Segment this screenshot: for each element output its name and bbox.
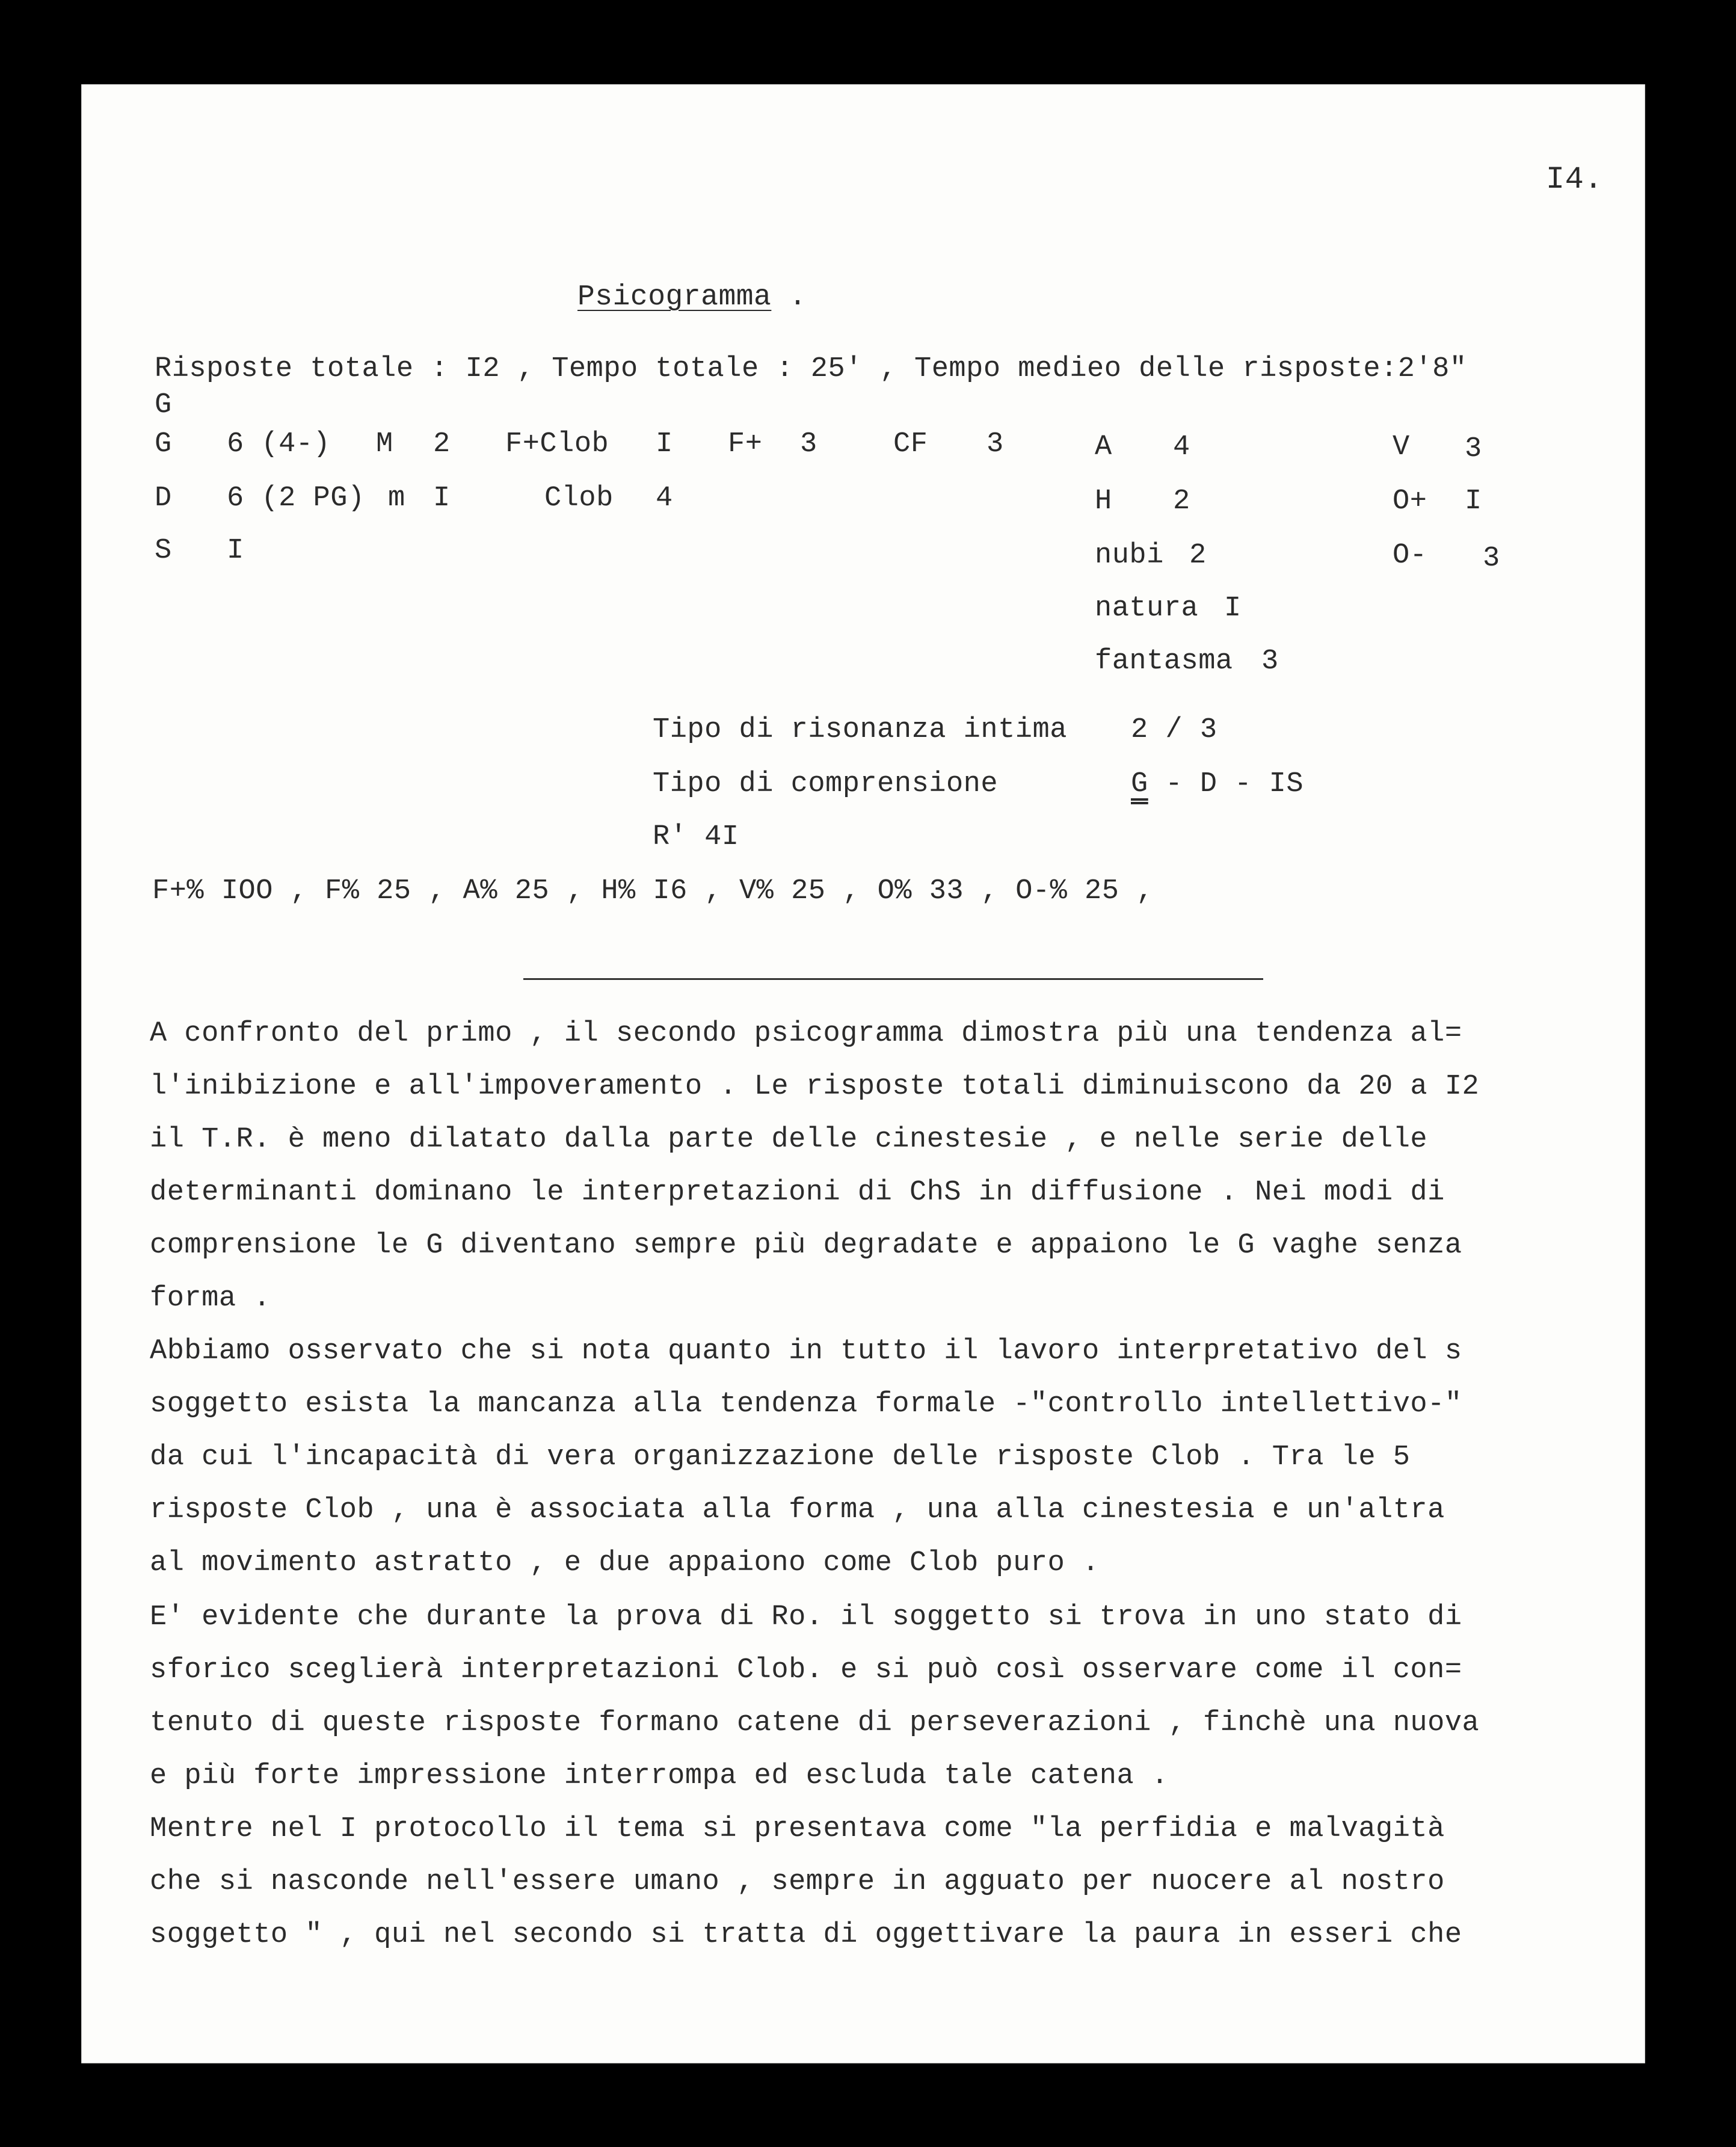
paragraph-line: forma . (150, 1283, 271, 1314)
kin-label: m (388, 482, 405, 514)
paragraph-line: A confronto del primo , il secondo psicogramma dimostra più una tendenza al= (150, 1018, 1462, 1050)
paragraph-line: determinanti dominano le interpretazioni di ChS in diffusione . Nei modi di (150, 1177, 1445, 1209)
section-divider (523, 978, 1263, 980)
paragraph-line: soggetto " , qui nel secondo si tratta di oggettivare la paura in esseri che (150, 1919, 1462, 1951)
content-label: fantasma (1095, 645, 1233, 677)
summary-line: Risposte totale : I2 , Tempo totale : 25' , Tempo medieo delle risposte:2'8" (155, 353, 1467, 385)
r-line: R' 4I (653, 821, 739, 853)
comprensione-value (1131, 770, 1304, 798)
locus-label: S (155, 535, 172, 567)
color-label: F+Clob (505, 428, 609, 460)
content-value: 2 (1189, 540, 1207, 571)
comprensione-g: G (1131, 768, 1148, 800)
paragraph-line: E' evidente che durante la prova di Ro. il soggetto si trova in uno stato di (150, 1601, 1462, 1633)
vo-value: I (1465, 485, 1482, 517)
page-title (577, 283, 807, 312)
locus-label: G (155, 428, 172, 460)
kin-value: 2 (433, 428, 451, 460)
locus-count: 6 (4-) (227, 428, 331, 460)
paragraph-line: comprensione le G diventano sempre più degradate e appaiono le G vaghe senza (150, 1230, 1462, 1261)
paragraph-line: Mentre nel I protocollo il tema si presentava come "la perfidia e malvagità (150, 1813, 1445, 1845)
kin-label: M (376, 428, 393, 460)
vo-value: 3 (1465, 433, 1482, 465)
paragraph-line: Abbiamo osservato che si nota quanto in tutto il lavoro interpretativo del s (150, 1335, 1462, 1367)
color-value: I (656, 428, 673, 460)
color-value: 4 (656, 482, 673, 514)
paragraph-line: sforico sceglierà interpretazioni Clob. e si può così osservare come il con= (150, 1654, 1462, 1686)
content-value: 4 (1173, 431, 1190, 463)
paragraph-line: e più forte impressione interrompa ed escluda tale catena . (150, 1760, 1169, 1792)
paragraph-line: da cui l'incapacità di vera organizzazione delle risposte Clob . Tra le 5 (150, 1441, 1411, 1473)
f-value: 3 (800, 428, 817, 460)
content-label: A (1095, 431, 1112, 463)
paragraph-line: al movimento astratto , e due appaiono come Clob puro . (150, 1547, 1100, 1579)
locus-count: 6 (2 PG) (227, 482, 365, 514)
content-value: I (1224, 593, 1242, 624)
vo-label: O- (1393, 540, 1427, 571)
paragraph-line: che si nasconde nell'essere umano , sempre in agguato per nuocere al nostro (150, 1866, 1445, 1898)
vo-label: V (1393, 431, 1410, 463)
content-value: 3 (1261, 645, 1279, 677)
kin-value: I (433, 482, 451, 514)
stray-letter: G (155, 389, 172, 421)
paragraph-line: risposte Clob , una è associata alla forma , una alla cinestesia e un'altra (150, 1494, 1445, 1526)
risonanza-value: 2 / 3 (1131, 714, 1217, 746)
vo-value: 3 (1483, 543, 1500, 574)
color-label: Clob (544, 482, 614, 514)
comprensione-rest: - D - IS (1148, 768, 1304, 800)
page-number: I4. (1545, 162, 1603, 197)
cf-value: 3 (987, 428, 1004, 460)
content-label: nubi (1095, 540, 1164, 571)
document-page (81, 84, 1645, 2063)
paragraph-line: tenuto di queste risposte formano catene di perseverazioni , finchè una nuova (150, 1707, 1480, 1739)
content-value: 2 (1173, 485, 1190, 517)
f-label: F+ (728, 428, 763, 460)
percent-line: F+% IOO , F% 25 , A% 25 , H% I6 , V% 25 , O% 33 , O-% 25 , (152, 875, 1154, 907)
cf-label: CF (893, 428, 928, 460)
title-text: Psicogramma (577, 281, 772, 313)
comprensione-label: Tipo di comprensione (653, 768, 999, 800)
content-label: natura (1095, 593, 1199, 624)
title-suffix: . (771, 281, 807, 313)
locus-count: I (227, 535, 244, 567)
vo-label: O+ (1393, 485, 1427, 517)
locus-label: D (155, 482, 172, 514)
paragraph-line: l'inibizione e all'impoveramento . Le risposte totali diminuiscono da 20 a I2 (150, 1071, 1480, 1103)
paragraph-line: il T.R. è meno dilatato dalla parte delle cinestesie , e nelle serie delle (150, 1124, 1428, 1156)
content-label: H (1095, 485, 1112, 517)
risonanza-label: Tipo di risonanza intima (653, 714, 1067, 746)
paragraph-line: soggetto esista la mancanza alla tendenza formale -"controllo intellettivo-" (150, 1388, 1462, 1420)
